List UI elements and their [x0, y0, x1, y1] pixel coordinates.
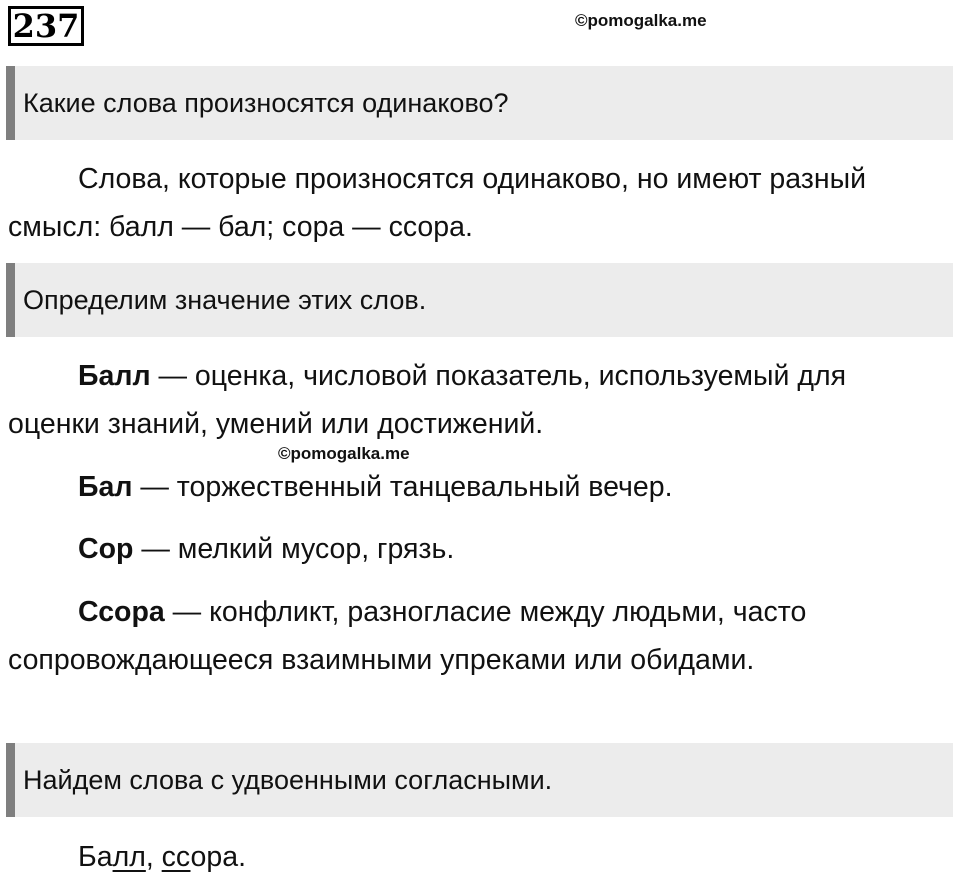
definition-text: — мелкий мусор, грязь.	[133, 533, 455, 565]
definition-term: Ссора	[78, 596, 165, 628]
answer-word1-start: Ба	[78, 841, 113, 873]
section-heading-2-text: Определим значение этих слов.	[23, 284, 427, 315]
answer-paragraph-1: Слова, которые произносятся одинаково, но имеют разный смысл: балл — бал; сора — ссора.	[8, 163, 867, 243]
definition-term: Сор	[78, 533, 134, 565]
watermark-middle: ©pomogalka.me	[278, 444, 410, 463]
definition-term: Балл	[78, 360, 151, 392]
section-heading-1	[6, 66, 953, 140]
definition-text: — торжественный танцевальный вечер.	[132, 471, 673, 503]
section-heading-3-text: Найдем слова с удвоенными согласными.	[23, 764, 553, 795]
answer-paragraph-3	[8, 833, 943, 881]
section-heading-2	[6, 263, 953, 337]
definition-ball	[8, 352, 943, 448]
answer-word2-double-consonant: сс	[161, 841, 191, 873]
definition-sor	[8, 525, 943, 573]
definition-text: — конфликт, разногласие между людьми, часто сопровождающееся взаимными упреками или обидами.	[8, 596, 807, 676]
answer-separator: ,	[145, 841, 162, 873]
definition-bal	[8, 463, 943, 511]
definition-text: — оценка, числовой показатель, используемый для оценки знаний, умений или достижений.	[8, 360, 847, 440]
watermark-top: ©pomogalka.me	[575, 11, 707, 30]
answer-word1-double-consonant: лл	[112, 841, 146, 873]
section-heading-3	[6, 743, 953, 817]
task-number: 237	[8, 6, 84, 46]
answer-word2-end: ора	[190, 841, 239, 873]
section-heading-1-text: Какие слова произносятся одинаково?	[23, 87, 509, 118]
answer-end: .	[238, 841, 246, 873]
definition-ssora	[8, 588, 943, 684]
definition-term: Бал	[78, 471, 133, 503]
